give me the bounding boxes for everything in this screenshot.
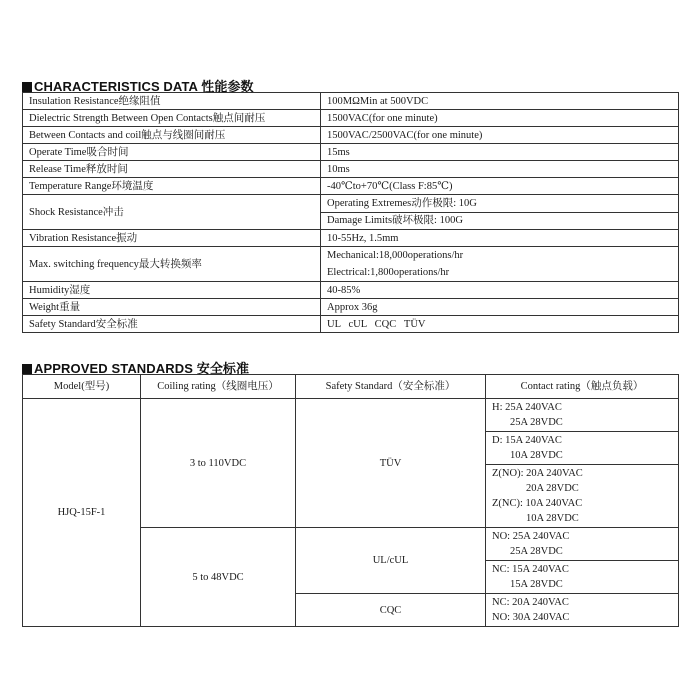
column-header-model: Model(型号) (23, 375, 141, 399)
characteristic-value: -40℃to+70℃(Class F:85℃) (321, 178, 679, 195)
characteristic-label: Temperature Range环境温度 (23, 178, 321, 195)
rating-line: NO: 30A 240VAC (492, 612, 570, 623)
rating-line: H: 25A 240VAC (492, 402, 562, 413)
characteristic-label: Dielectric Strength Between Open Contacts触点间耐压 (23, 110, 321, 127)
characteristic-label: Vibration Resistance振动 (23, 230, 321, 247)
square-bullet-icon (22, 82, 32, 92)
contact-rating-cell (486, 528, 679, 561)
table-row (23, 299, 679, 316)
table-row (23, 93, 679, 110)
characteristic-label: Insulation Resistance绝缘阻值 (23, 93, 321, 110)
characteristic-label: Shock Resistance冲击 (23, 195, 321, 230)
model-cell: HJQ-15F-1 (23, 399, 141, 627)
characteristic-label: Operate Time吸合时间 (23, 144, 321, 161)
characteristics-title: CHARACTERISTICS DATA 性能参数 (34, 79, 254, 94)
characteristic-value: Approx 36g (321, 299, 679, 316)
safety-standard-cell: CQC (296, 594, 486, 627)
characteristic-value: 10ms (321, 161, 679, 178)
table-row (23, 178, 679, 195)
coil-rating-cell: 3 to 110VDC (141, 399, 296, 528)
rating-line: 15A 28VDC (510, 579, 563, 590)
column-header-coil-rating: Coiling rating（线圈电压） (141, 375, 296, 399)
characteristic-value: 40-85% (321, 282, 679, 299)
characteristic-label: Humidity湿度 (23, 282, 321, 299)
safety-standard-cell: UL/cUL (296, 528, 486, 594)
standards-title: APPROVED STANDARDS 安全标准 (34, 361, 250, 376)
contact-rating-cell (486, 561, 679, 594)
rating-line: 25A 28VDC (510, 546, 563, 557)
characteristic-value: Electrical:1,800operations/hr (321, 264, 679, 282)
characteristic-label: Max. switching frequency最大转换频率 (23, 247, 321, 282)
safety-standard-cell: TÜV (296, 399, 486, 528)
characteristic-label: Weight重量 (23, 299, 321, 316)
table-row (23, 195, 679, 213)
column-header-contact-rating: Contact rating（触点负载） (486, 375, 679, 399)
table-row (23, 247, 679, 265)
table-row (23, 316, 679, 333)
coil-rating-cell: 5 to 48VDC (141, 528, 296, 627)
table-header-row (23, 375, 679, 399)
characteristic-label: Between Contacts and coil触点与线圈间耐压 (23, 127, 321, 144)
characteristic-value: UL cUL CQC TÜV (321, 316, 679, 333)
table-row (23, 110, 679, 127)
table-row (23, 230, 679, 247)
rating-line: 20A 28VDC (526, 483, 579, 494)
characteristic-value: 1500VAC(for one minute) (321, 110, 679, 127)
characteristic-value: 10-55Hz, 1.5mm (321, 230, 679, 247)
characteristic-value: Mechanical:18,000operations/hr (321, 247, 679, 265)
contact-rating-cell (486, 432, 679, 465)
table-row (23, 144, 679, 161)
table-row (23, 127, 679, 144)
characteristics-table (22, 92, 679, 333)
characteristic-value: Operating Extremes动作极限: 10G (321, 195, 679, 213)
column-header-safety-standard: Safety Standard（安全标准） (296, 375, 486, 399)
rating-line: D: 15A 240VAC (492, 435, 562, 446)
characteristic-value: Damage Limits破坏极限: 100G (321, 212, 679, 230)
rating-line: NO: 25A 240VAC (492, 531, 570, 542)
table-row (23, 161, 679, 178)
characteristic-value: 15ms (321, 144, 679, 161)
contact-rating-cell (486, 594, 679, 627)
characteristic-value: 1500VAC/2500VAC(for one minute) (321, 127, 679, 144)
rating-line: 25A 28VDC (510, 417, 563, 428)
rating-line: 10A 28VDC (526, 513, 579, 524)
rating-line: NC: 20A 240VAC (492, 597, 569, 608)
square-bullet-icon (22, 364, 32, 374)
contact-rating-cell (486, 399, 679, 432)
characteristic-label: Safety Standard安全标准 (23, 316, 321, 333)
characteristic-label: Release Time释放时间 (23, 161, 321, 178)
rating-line: Z(NC): 10A 240VAC (492, 498, 583, 509)
table-row (23, 282, 679, 299)
characteristic-value: 100MΩMin at 500VDC (321, 93, 679, 110)
rating-line: NC: 15A 240VAC (492, 564, 569, 575)
rating-line: 10A 28VDC (510, 450, 563, 461)
standards-table (22, 374, 679, 627)
rating-line: Z(NO): 20A 240VAC (492, 468, 583, 479)
contact-rating-cell (486, 465, 679, 528)
table-row (23, 399, 679, 432)
